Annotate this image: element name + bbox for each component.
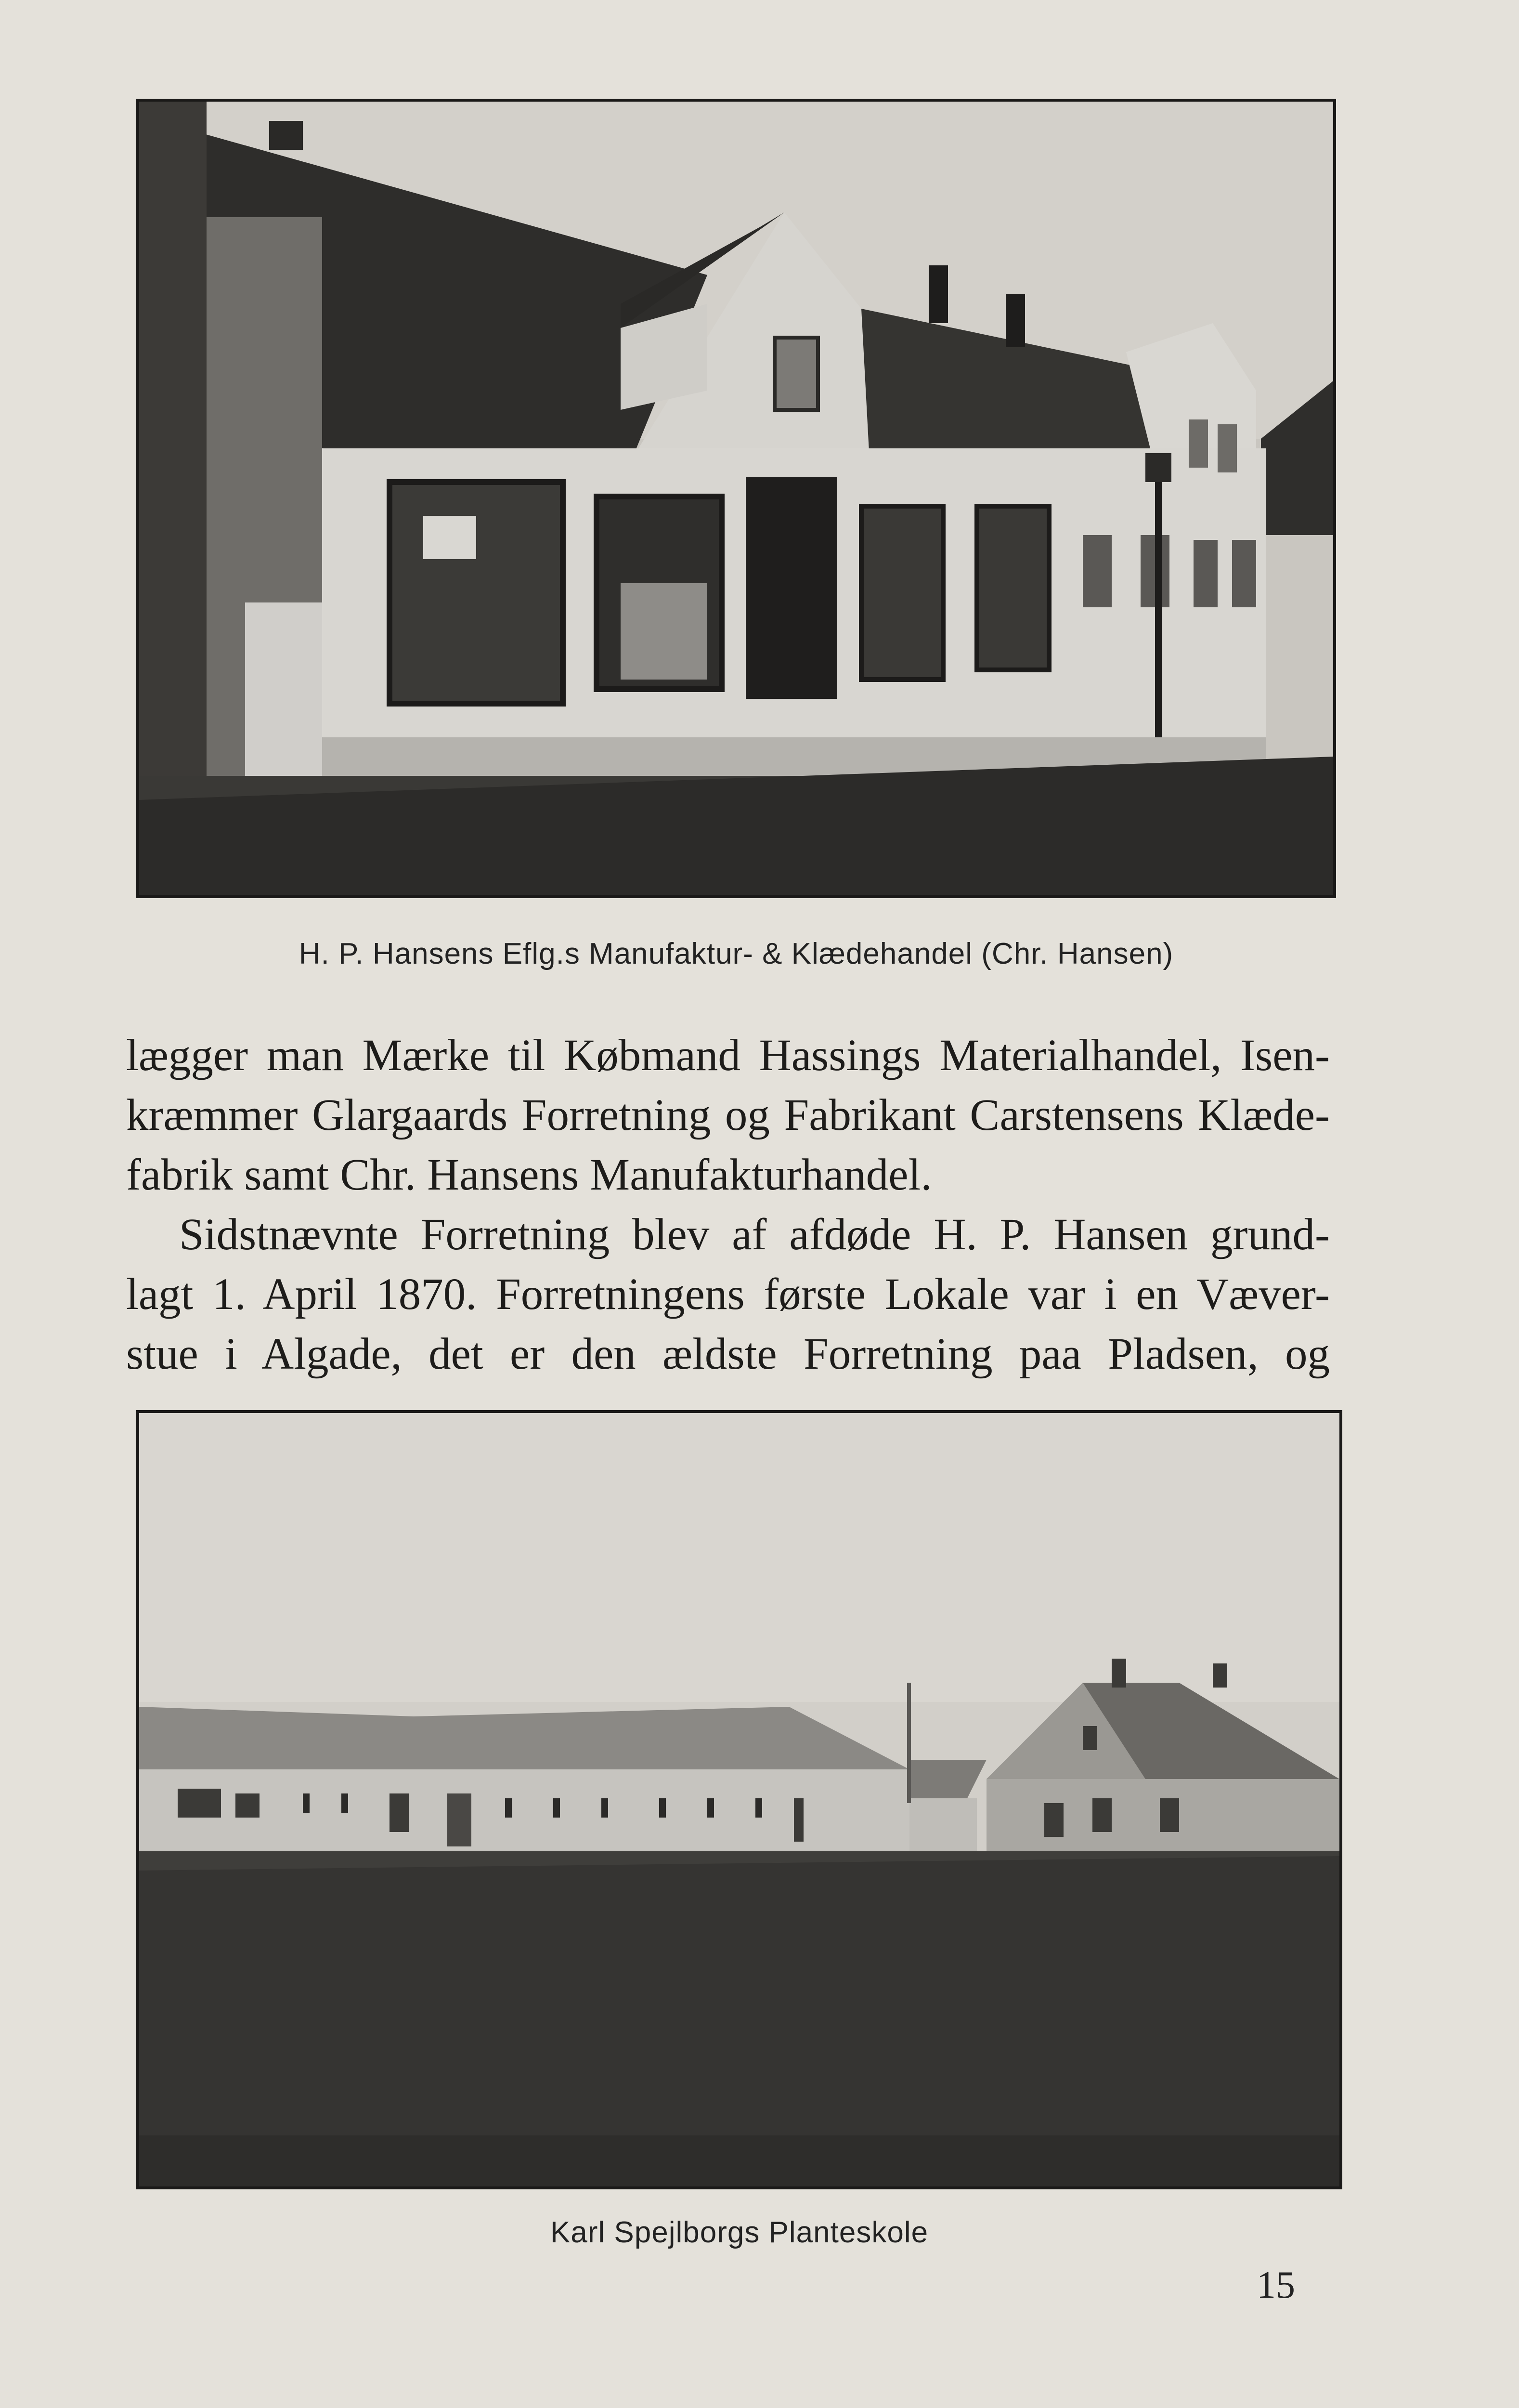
text-line: lægger man Mærke til Købmand Hassings Materialhandel, Isen- [126,1031,1330,1080]
text-line: Sidstnævnte Forretning blev af afdøde H. P. Hansen grund- [179,1210,1330,1259]
photo-caption: H. P. Hansens Eflg.s Manufaktur- & Klædehandel (Chr. Hansen) [299,937,1174,970]
text-line: fabrik samt Chr. Hansens Manufakturhandel. [126,1150,932,1200]
page-number: 15 [1257,2264,1295,2306]
text-line: lagt 1. April 1870. Forretningens første Lokale var i en Væver- [126,1269,1330,1319]
text-line: kræmmer Glargaards Forretning og Fabrikant Carstensens Klæde- [126,1090,1330,1140]
body-text [126,1026,1330,1384]
text-line: stue i Algade, det er den ældste Forretning paa Pladsen, og [126,1329,1330,1379]
shop-photograph [136,99,1336,898]
nursery-photograph [136,1410,1342,2189]
photo-caption: Karl Spejlborgs Planteskole [550,2216,929,2249]
